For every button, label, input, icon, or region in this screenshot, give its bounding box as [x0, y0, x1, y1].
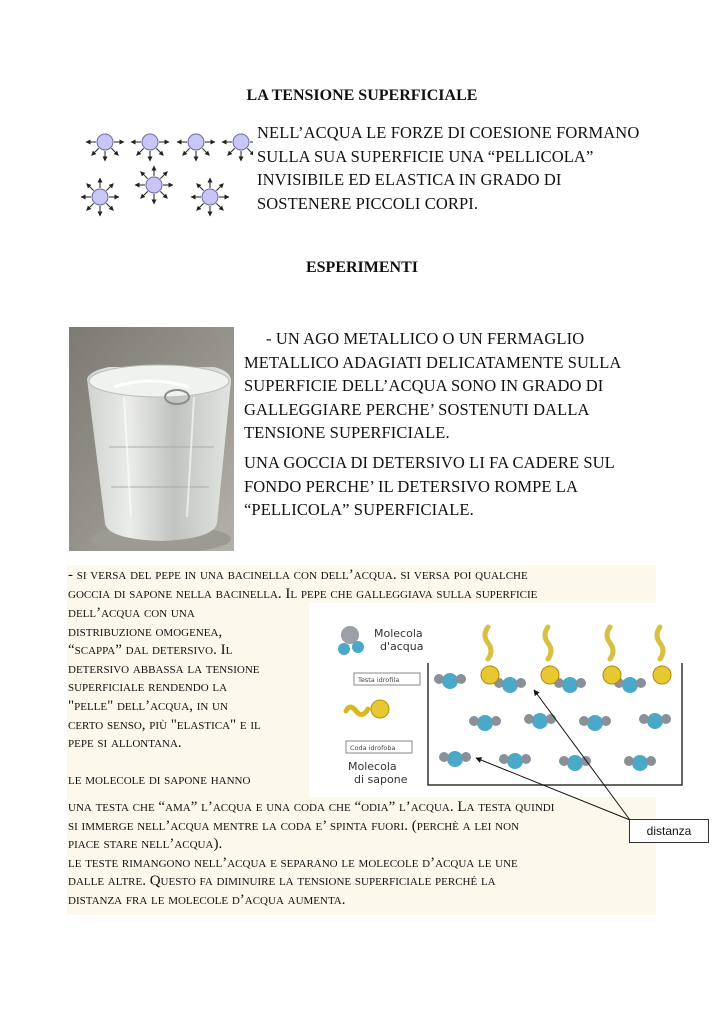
box-line: “scappa” dal detersivo. Il	[68, 642, 233, 659]
detergent-line: UNA GOCCIA DI DETERSIVO LI FA CADERE SUL	[244, 453, 615, 472]
force-arrow	[228, 148, 235, 155]
box-line: certo senso, più "elastica" e il	[68, 716, 261, 733]
legend-soap-head	[371, 700, 389, 718]
force-arrow	[92, 148, 99, 155]
box-line: dalle altre. Questo fa diminuire la tensione superficiale perché la	[68, 873, 496, 890]
box-line: distanza fra le molecole d’acqua aumenta.	[68, 891, 346, 908]
force-arrow	[141, 172, 148, 179]
section-heading: ESPERIMENTI	[305, 259, 419, 276]
box-line: si immerge nell’acqua mentre la coda e’ spinta fuori. (perchè a lei non	[68, 817, 520, 834]
force-arrow	[111, 148, 118, 155]
molecule	[142, 134, 158, 150]
water-atom	[661, 714, 671, 724]
experiment-line: TENSIONE SUPERFICIALE.	[244, 423, 450, 442]
box-line: superficiale rendendo la	[68, 679, 228, 696]
force-arrow	[87, 184, 94, 191]
box-line: le molecole di sapone hanno	[68, 772, 251, 789]
pepper-experiment-text	[68, 566, 668, 603]
detergent-line: “PELLICOLA” SUPERFICIALE.	[244, 500, 474, 519]
distance-label: distanza	[629, 819, 709, 843]
molecule	[188, 134, 204, 150]
soap-molecule-label-1: Molecola	[348, 760, 397, 773]
molecule	[202, 189, 218, 205]
cohesion-diagram	[78, 120, 253, 225]
force-arrow	[160, 172, 167, 179]
force-arrow	[202, 148, 209, 155]
box-line	[68, 753, 313, 772]
head-label: Testa idrofila	[358, 676, 400, 684]
soap-molecule-label-2: di sapone	[354, 773, 408, 786]
molecule	[233, 134, 249, 150]
intro-paragraph	[257, 121, 697, 215]
distance-arrows	[440, 680, 650, 840]
force-arrow	[141, 191, 148, 198]
force-arrow	[216, 184, 223, 191]
experiment-line: - UN AGO METALLICO O UN FERMAGLIO	[266, 329, 585, 348]
experiment-line: GALLEGGIARE PERCHE’ SOSTENUTI DALLA	[244, 399, 590, 419]
force-arrow	[247, 148, 253, 155]
molecule	[97, 134, 113, 150]
pepper-explanation-text	[68, 604, 313, 790]
intro-line: INVISIBILE ED ELASTICA IN GRADO DI	[257, 170, 562, 189]
force-arrow	[87, 203, 94, 210]
water-molecule-label-2: d'acqua	[380, 640, 424, 653]
force-arrow	[137, 148, 144, 155]
box-line: una testa che “ama” l’acqua e una coda che “odia” l’acqua. La testa quindi	[68, 799, 555, 815]
legend-water-atom	[352, 641, 364, 653]
legend-water-atom	[338, 643, 350, 655]
soap-head	[653, 666, 671, 684]
intro-line: SOSTENERE PICCOLI CORPI.	[257, 193, 479, 213]
force-arrow	[197, 203, 204, 210]
molecule	[92, 189, 108, 205]
experiment-line: SUPERFICIE DELL’ACQUA SONO IN GRADO DI	[244, 376, 604, 395]
detergent-paragraph	[244, 451, 694, 522]
force-arrow	[216, 203, 223, 210]
force-arrow	[183, 148, 190, 155]
molecule	[146, 177, 162, 193]
water-glass-photo	[69, 327, 234, 551]
box-line: detersivo abbassa la tensione	[68, 660, 260, 677]
force-arrow	[160, 191, 167, 198]
box-line: le teste rimangono nell’acqua e separano le molecole d’acqua le une	[68, 854, 518, 871]
tail-label: Coda idrofoba	[350, 744, 396, 752]
intro-line: NELL’ACQUA LE FORZE DI COESIONE FORMANO	[257, 123, 640, 142]
box-line: distribuzione omogenea,	[68, 623, 223, 640]
experiment-line: METALLICO ADAGIATI DELICATAMENTE SULLA	[244, 352, 622, 372]
force-arrow	[106, 184, 113, 191]
water-molecule-label-1: Molecola	[374, 627, 423, 640]
box-line: pepe si allontana.	[68, 735, 182, 752]
box-line: - si versa del pepe in una bacinella con dell’acqua. si versa poi qualche	[68, 567, 528, 583]
detergent-line: FONDO PERCHE’ IL DETERSIVO ROMPE LA	[244, 476, 578, 496]
intro-line: SULLA SUA SUPERFICIE UNA “PELLICOLA”	[257, 146, 594, 166]
box-line: piace stare nell’acqua).	[68, 836, 223, 853]
experiment-paragraph	[244, 327, 694, 445]
box-line: dell’acqua con una	[68, 605, 195, 621]
force-arrow	[106, 203, 113, 210]
page-title: LA TENSIONE SUPERFICIALE	[246, 87, 478, 104]
box-line: goccia di sapone nella bacinella. Il pepe che galleggiava sulla superficie	[68, 585, 538, 602]
box-line: "pelle" dell’acqua, in un	[68, 697, 228, 714]
force-arrow	[197, 184, 204, 191]
force-arrow	[156, 148, 163, 155]
